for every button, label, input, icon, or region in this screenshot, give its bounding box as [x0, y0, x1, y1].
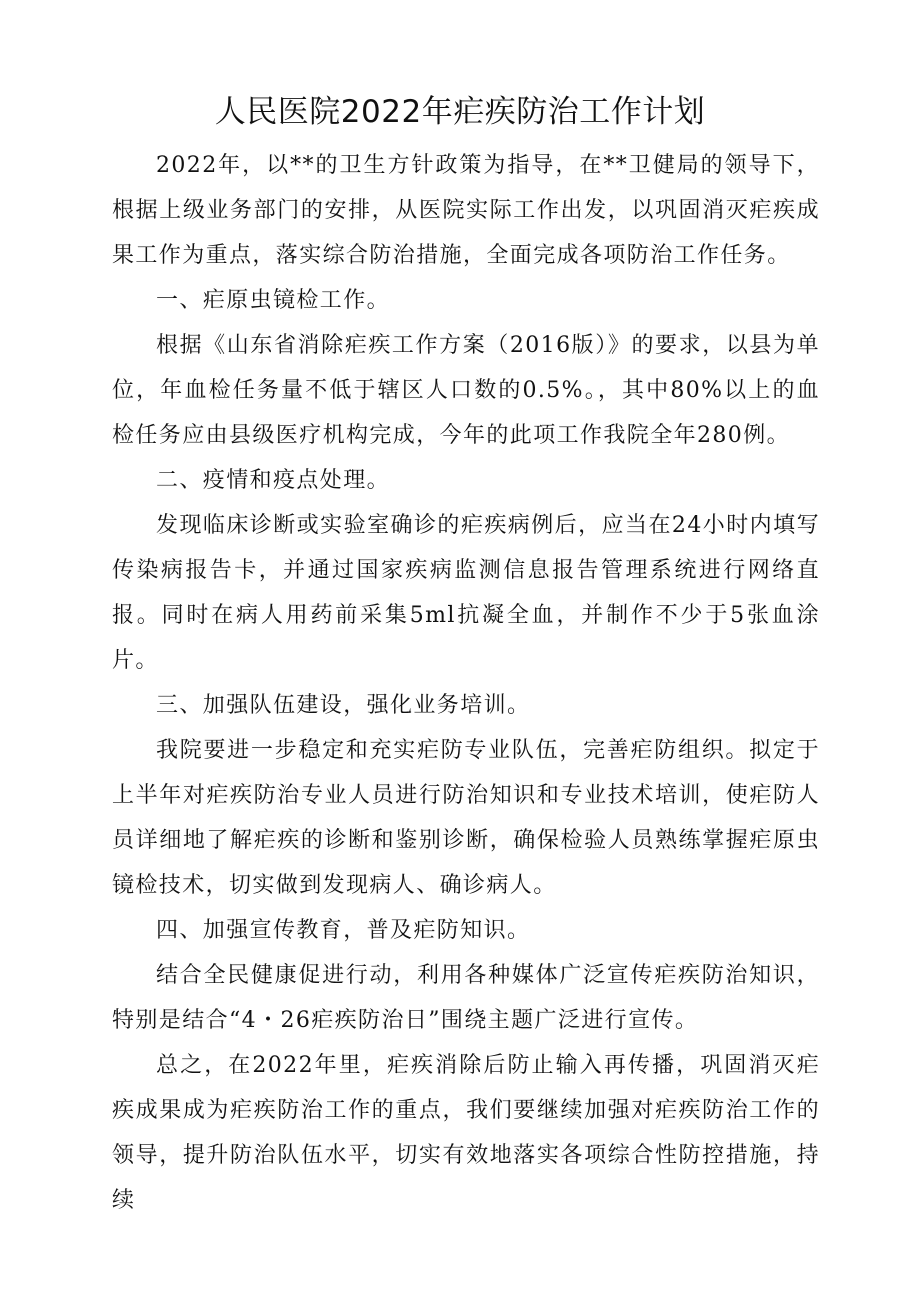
section-heading-3: 三、加强队伍建设，强化业务培训。 [156, 693, 531, 718]
section-paragraph-3: 我院要进一步稳定和充实疟防专业队伍，完善疟防组织。拟定于上半年对疟疾防治专业人员进行防治知识和专业技术培训，使疟防人员详细地了解疟疾的诊断和鉴别诊断，确保检验人员熟练掌握疟原虫镜检技术，切实做到发现病人、确诊病人。 [112, 738, 820, 898]
section-heading-4: 四、加强宣传教育，普及疟防知识。 [156, 918, 531, 943]
document-body [112, 143, 820, 1223]
section-heading-2: 二、疫情和疫点处理。 [156, 468, 391, 493]
intro-paragraph: 2022年，以**的卫生方针政策为指导，在**卫健局的领导下，根据上级业务部门的安排，从医院实际工作出发，以巩固消灭疟疾成果工作为重点，落实综合防治措施，全面完成各项防治工作任务。 [112, 153, 820, 268]
document-title: 人民医院2022年疟疾防治工作计划 [214, 94, 706, 130]
section-paragraph-1: 根据《山东省消除疟疾工作方案（2016版）》的要求，以县为单位，年血检任务量不低于辖区人口数的0.5%。，其中80%以上的血检任务应由县级医疗机构完成，今年的此项工作我院全年280例。 [112, 333, 820, 448]
section-heading-1: 一、疟原虫镜检工作。 [156, 288, 391, 313]
section-paragraph-4: 结合全民健康促进行动，利用各种媒体广泛宣传疟疾防治知识，特别是结合“4・26疟疾防治日”围绕主题广泛进行宣传。 [112, 963, 820, 1033]
section-paragraph-2: 发现临床诊断或实验室确诊的疟疾病例后，应当在24小时内填写传染病报告卡，并通过国家疾病监测信息报告管理系统进行网络直报。同时在病人用药前采集5ml抗凝全血，并制作不少于5张血涂片。 [112, 513, 820, 673]
conclusion-paragraph: 总之，在2022年里，疟疾消除后防止输入再传播，巩固消灭疟疾成果成为疟疾防治工作的重点，我们要继续加强对疟疾防治工作的领导，提升防治队伍水平，切实有效地落实各项综合性防控措施，持续 [112, 1053, 820, 1213]
